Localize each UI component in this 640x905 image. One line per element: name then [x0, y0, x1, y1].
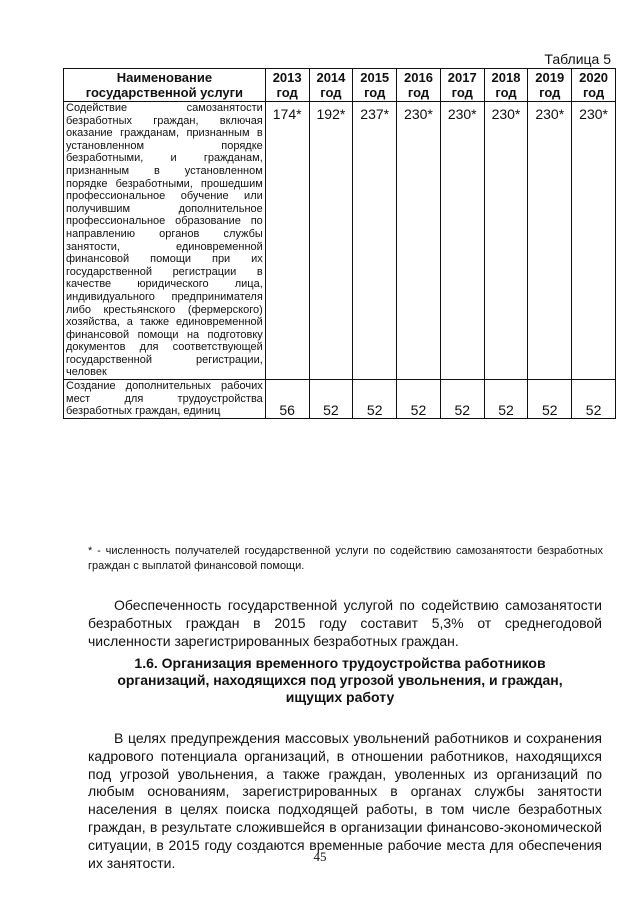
header-service-name: Наименование государственной услуги: [64, 69, 266, 102]
row-value: 230*: [484, 102, 528, 380]
header-year: 2017 год: [440, 69, 484, 102]
row-value: 230*: [440, 102, 484, 380]
header-year: 2014 год: [309, 69, 353, 102]
header-year: 2019 год: [528, 69, 572, 102]
row-service-name: Создание дополнительных рабочих мест для трудоустройства безработных граждан, единиц: [64, 380, 266, 419]
row-value: 52: [484, 380, 528, 419]
row-service-name: Содействие самозанятости безработных граждан, включая оказание гражданам, признанным в установленном порядке безработными, и гражданам, признанным в установленном порядке безработными, прошедшим профессиональное обучение или получившим дополнительное профессиональное образование по направлению органов службы занятости, единовременной финансовой помощи при их государственной регистрации в качестве юридического лица, индивидуального предпринимателя либо крестьянского (фермерского) хозяйства, а также единовременной финансовой помощи на подготовку документов для соответствующей государственной регистрации, человек: [64, 102, 266, 380]
row-value: 230*: [397, 102, 441, 380]
row-value: 52: [572, 380, 616, 419]
row-value: 52: [353, 380, 397, 419]
header-year: 2018 год: [484, 69, 528, 102]
table-footnote: * - численность получателей государственной услуги по содействию самозанятости безработных граждан с выплатой финансовой помощи.: [88, 545, 603, 572]
row-value: 52: [440, 380, 484, 419]
header-year: 2013 год: [265, 69, 309, 102]
table-row: [64, 102, 616, 380]
page-number: 45: [313, 849, 327, 864]
row-value: 52: [397, 380, 441, 419]
header-year: 2020 год: [572, 69, 616, 102]
row-value: 52: [309, 380, 353, 419]
table-header-row: [64, 69, 616, 102]
body-paragraph: В целях предупреждения массовых увольнений работников и сохранения кадрового потенциала организаций, в отношении работников, находящихся под угрозой увольнения, а также граждан, уволенных из организаций по любым основаниям, зарегистрированных в органах службы занятости населения в целях поиска подходящей работы, в том числе безработных граждан, в результате сложившейся в организации финансово-экономической ситуации, в 2015 году создаются временные рабочие места для обеспечения их занятости.: [88, 730, 602, 871]
row-value: 52: [528, 380, 572, 419]
row-value: 192*: [309, 102, 353, 380]
services-table: [63, 68, 616, 419]
table-row: [64, 380, 616, 419]
body-paragraph: Обеспеченность государственной услугой по содействию самозанятости безработных граждан в 2015 году составит 5,3% от среднегодовой численности зарегистрированных безработных граждан.: [88, 597, 602, 649]
row-value: 174*: [265, 102, 309, 380]
header-year: 2016 год: [397, 69, 441, 102]
header-year: 2015 год: [353, 69, 397, 102]
section-heading: 1.6. Организация временного трудоустройства работников организаций, находящихся под угрозой увольнения, и граждан, ищущих работу: [117, 655, 563, 705]
row-value: 237*: [353, 102, 397, 380]
row-value: 230*: [528, 102, 572, 380]
row-value: 56: [265, 380, 309, 419]
table-caption: Таблица 5: [544, 51, 611, 67]
row-value: 230*: [572, 102, 616, 380]
